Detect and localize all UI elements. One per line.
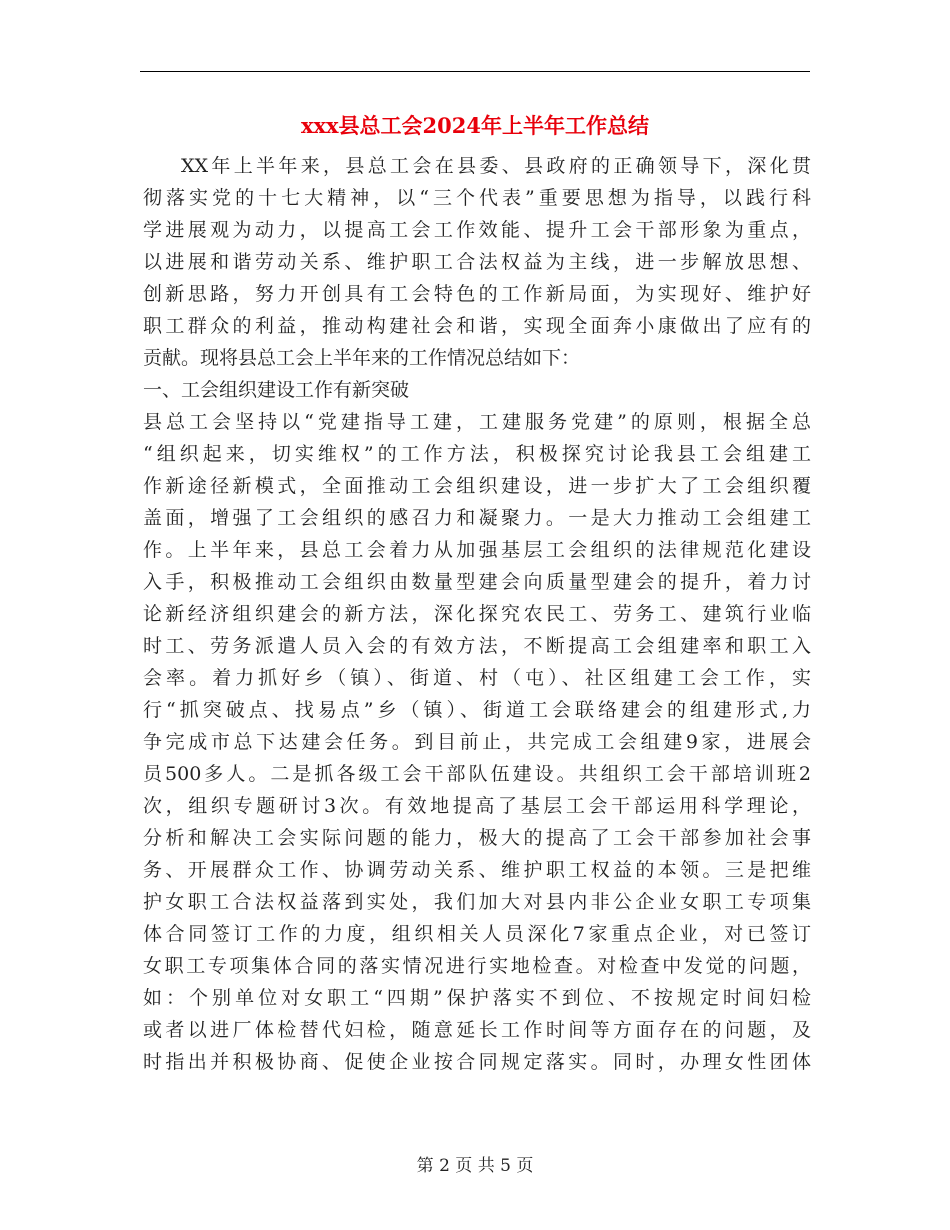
paragraph-line: 盖面，增强了工会组织的感召力和凝聚力。一是大力推动工会组建工: [143, 507, 811, 529]
paragraph-line: 时工、劳务派遣人员入会的有效方法，不断提高工会组建率和职工入: [143, 635, 811, 657]
header-rule: [140, 71, 810, 72]
paragraph-line: 职工群众的利益，推动构建社会和谐，实现全面奔小康做出了应有的: [143, 315, 811, 337]
paragraph-line: 如：个别单位对女职工“四期”保护落实不到位、不按规定时间妇检: [143, 987, 811, 1009]
paragraph-line: 会率。着力抓好乡（镇）、街道、村（屯）、社区组建工会工作，实: [143, 667, 811, 689]
paragraph-line: 务、开展群众工作、协调劳动关系、维护职工权益的本领。三是把维: [143, 859, 811, 881]
paragraph-line: 县总工会坚持以“党建指导工建，工建服务党建”的原则，根据全总: [143, 411, 811, 433]
paragraph-line: 贡献。现将县总工会上半年来的工作情况总结如下：: [143, 347, 581, 369]
paragraph-line: 女职工专项集体合同的落实情况进行实地检查。对检查中发觉的问题，: [143, 955, 811, 977]
paragraph-line: 争完成市总下达建会任务。到目前止，共完成工会组建9家，进展会: [143, 731, 811, 753]
page-number: 第 2 页 共 5 页: [416, 1156, 534, 1176]
paragraph-line: 护女职工合法权益落到实处，我们加大对县内非公企业女职工专项集: [143, 891, 811, 913]
paragraph-line: 行“抓突破点、找易点”乡（镇）、街道工会联络建会的组建形式,力: [143, 699, 811, 721]
document-title: xxx县总工会2024年上半年工作总结: [300, 113, 649, 138]
paragraph-line: 作新途径新模式，全面推动工会组织建设，进一步扩大了工会组织覆: [143, 475, 811, 497]
section-heading: 一、工会组织建设工作有新突破: [143, 379, 410, 401]
paragraph-line: 体合同签订工作的力度，组织相关人员深化7家重点企业，对已签订: [143, 923, 811, 945]
paragraph-line: 时指出并积极协商、促使企业按合同规定落实。同时，办理女性团体: [143, 1051, 811, 1073]
document-body: [143, 150, 811, 1078]
paragraph-line: 入手，积极推动工会组织由数量型建会向质量型建会的提升，着力讨: [143, 571, 811, 593]
paragraph-line: XX年上半年来，县总工会在县委、县政府的正确领导下，深化贯: [181, 155, 811, 177]
paragraph-line: 或者以进厂体检替代妇检，随意延长工作时间等方面存在的问题，及: [143, 1019, 811, 1041]
paragraph-line: 论新经济组织建会的新方法，深化探究农民工、劳务工、建筑行业临: [143, 603, 811, 625]
paragraph-line: 分析和解决工会实际问题的能力，极大的提高了工会干部参加社会事: [143, 827, 811, 849]
paragraph-line: 创新思路，努力开创具有工会特色的工作新局面，为实现好、维护好: [143, 283, 811, 305]
paragraph-line: 以进展和谐劳动关系、维护职工合法权益为主线，进一步解放思想、: [143, 251, 811, 273]
paragraph-line: 员500多人。二是抓各级工会干部队伍建设。共组织工会干部培训班2: [143, 763, 811, 785]
paragraph-line: 学进展观为动力，以提高工会工作效能、提升工会干部形象为重点，: [143, 219, 811, 241]
paragraph-line: 作。上半年来，县总工会着力从加强基层工会组织的法律规范化建设: [143, 539, 811, 561]
paragraph-line: 彻落实党的十七大精神，以“三个代表”重要思想为指导，以践行科: [143, 187, 811, 209]
paragraph-line: “组织起来，切实维权”的工作方法，积极探究讨论我县工会组建工: [143, 443, 811, 465]
paragraph-line: 次，组织专题研讨3次。有效地提高了基层工会干部运用科学理论，: [143, 795, 811, 817]
